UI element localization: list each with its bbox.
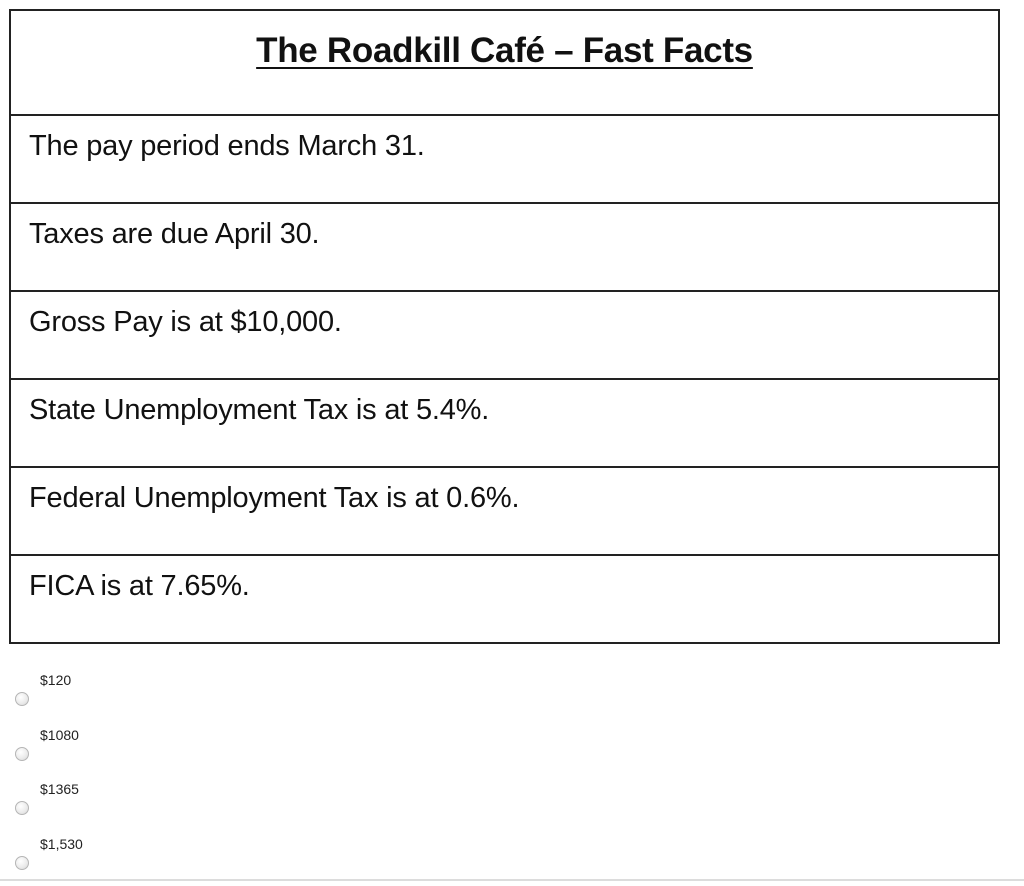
- fact-cell-fica: [10, 555, 999, 643]
- radio-button[interactable]: [15, 692, 29, 706]
- bottom-divider: [0, 879, 1024, 881]
- fact-cell-pay-period: [10, 115, 999, 203]
- table-title: The Roadkill Café – Fast Facts: [256, 31, 753, 71]
- fact-row: [10, 203, 999, 291]
- answer-option[interactable]: [0, 777, 1024, 832]
- fact-state-unemployment-tax: State Unemployment Tax is at 5.4%.: [29, 394, 980, 427]
- fact-gross-pay: Gross Pay is at $10,000.: [29, 306, 980, 339]
- answer-options: [0, 668, 1024, 886]
- fact-pay-period: The pay period ends March 31.: [29, 130, 980, 163]
- fact-row: [10, 291, 999, 379]
- fact-fica: FICA is at 7.65%.: [29, 570, 980, 603]
- radio-button[interactable]: [15, 747, 29, 761]
- fact-row: [10, 379, 999, 467]
- radio-button[interactable]: [15, 801, 29, 815]
- answer-option-label: $120: [40, 672, 71, 688]
- fact-cell-taxes-due: [10, 203, 999, 291]
- fact-row: [10, 467, 999, 555]
- fast-facts-table: [9, 9, 1000, 644]
- fact-cell-federal-unemployment: [10, 467, 999, 555]
- title-cell: [10, 10, 999, 115]
- fact-taxes-due: Taxes are due April 30.: [29, 218, 980, 251]
- answer-option[interactable]: [0, 832, 1024, 886]
- fact-cell-state-unemployment: [10, 379, 999, 467]
- fact-row: [10, 555, 999, 643]
- title-row: [10, 10, 999, 115]
- fact-federal-unemployment-tax: Federal Unemployment Tax is at 0.6%.: [29, 482, 980, 515]
- answer-option-label: $1365: [40, 781, 79, 797]
- radio-button[interactable]: [15, 856, 29, 870]
- answer-option[interactable]: [0, 723, 1024, 778]
- answer-option[interactable]: [0, 668, 1024, 723]
- answer-option-label: $1,530: [40, 836, 83, 852]
- fact-cell-gross-pay: [10, 291, 999, 379]
- fact-row: [10, 115, 999, 203]
- answer-option-label: $1080: [40, 727, 79, 743]
